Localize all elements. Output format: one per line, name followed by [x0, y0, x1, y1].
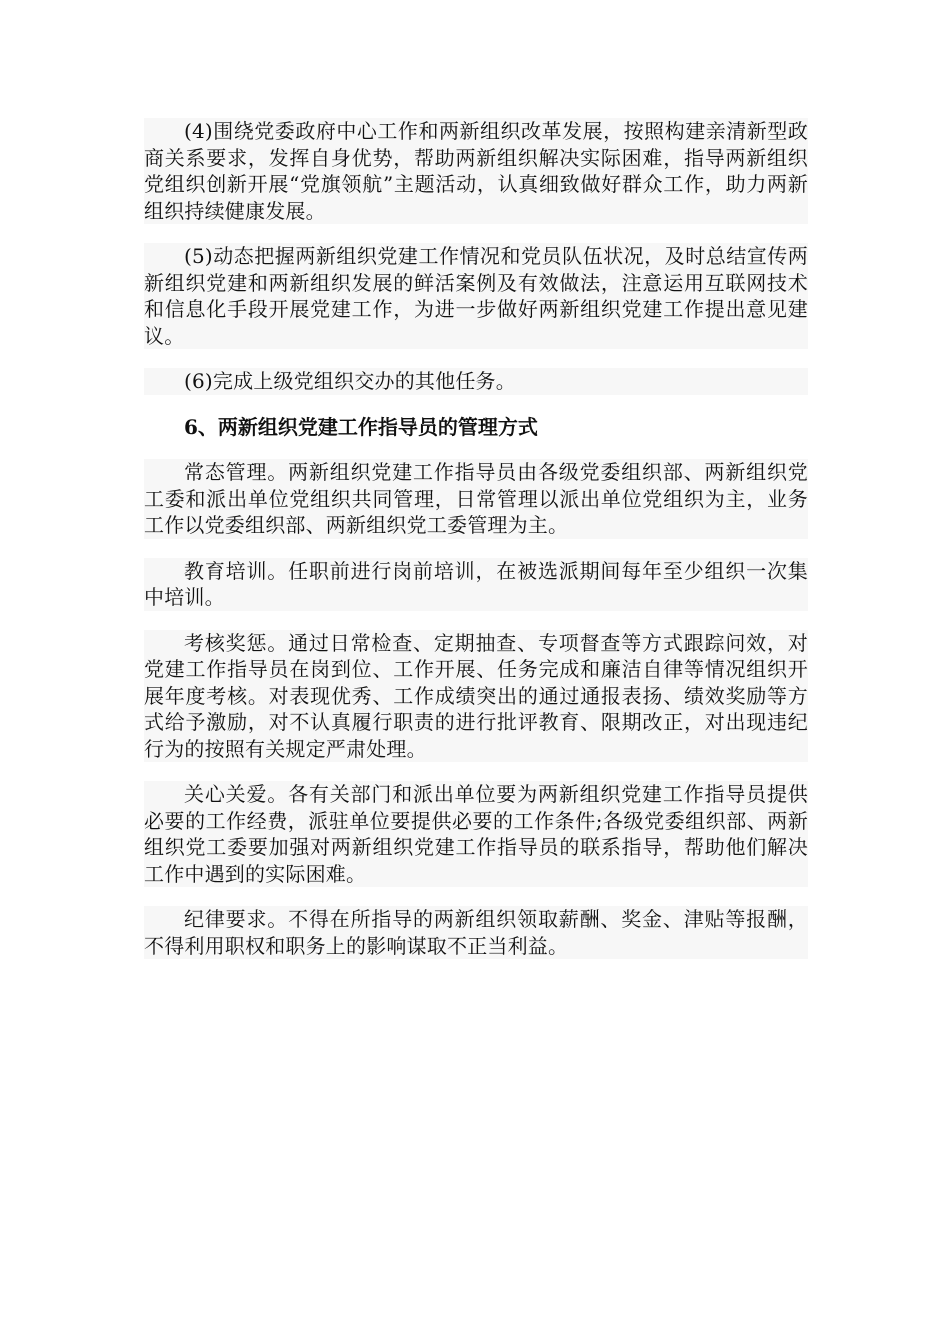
paragraph-assessment: 考核奖惩。通过日常检查、定期抽查、专项督查等方式跟踪问效，对党建工作指导员在岗到位、工作开展、任务完成和廉洁自律等情况组织开展年度考核。对表现优秀、工作成绩突出的通过通报表扬、绩效奖励等方式给予激励，对不认真履行职责的进行批评教育、限期改正，对出现违纪行为的按照有关规定严肃处理。: [144, 630, 808, 761]
paragraph-duty-6: (6)完成上级党组织交办的其他任务。: [144, 368, 808, 395]
paragraph-duty-4: (4)围绕党委政府中心工作和两新组织改革发展，按照构建亲清新型政商关系要求，发挥自身优势，帮助两新组织解决实际困难，指导两新组织党组织创新开展“党旗领航”主题活动，认真细致做好群众工作，助力两新组织持续健康发展。: [144, 119, 808, 223]
document-body: [144, 118, 808, 978]
section-heading: 6、两新组织党建工作指导员的管理方式: [144, 414, 808, 441]
paragraph-routine-management: 常态管理。两新组织党建工作指导员由各级党委组织部、两新组织党工委和派出单位党组织共同管理，日常管理以派出单位党组织为主，业务工作以党委组织部、两新组织党工委管理为主。: [144, 460, 808, 537]
paragraph-care: 关心关爱。各有关部门和派出单位要为两新组织党建工作指导员提供必要的工作经费，派驻单位要提供必要的工作条件;各级党委组织部、两新组织党工委要加强对两新组织党建工作指导员的联系指导，帮助他们解决工作中遇到的实际困难。: [144, 782, 808, 886]
paragraph-training: 教育培训。任职前进行岗前培训，在被选派期间每年至少组织一次集中培训。: [144, 558, 808, 609]
paragraph-discipline: 纪律要求。不得在所指导的两新组织领取薪酬、奖金、津贴等报酬，不得利用职权和职务上的影响谋取不正当利益。: [144, 907, 808, 958]
paragraph-duty-5: (5)动态把握两新组织党建工作情况和党员队伍状况，及时总结宣传两新组织党建和两新组织发展的鲜活案例及有效做法，注意运用互联网技术和信息化手段开展党建工作，为进一步做好两新组织党建工作提出意见建议。: [144, 244, 808, 348]
